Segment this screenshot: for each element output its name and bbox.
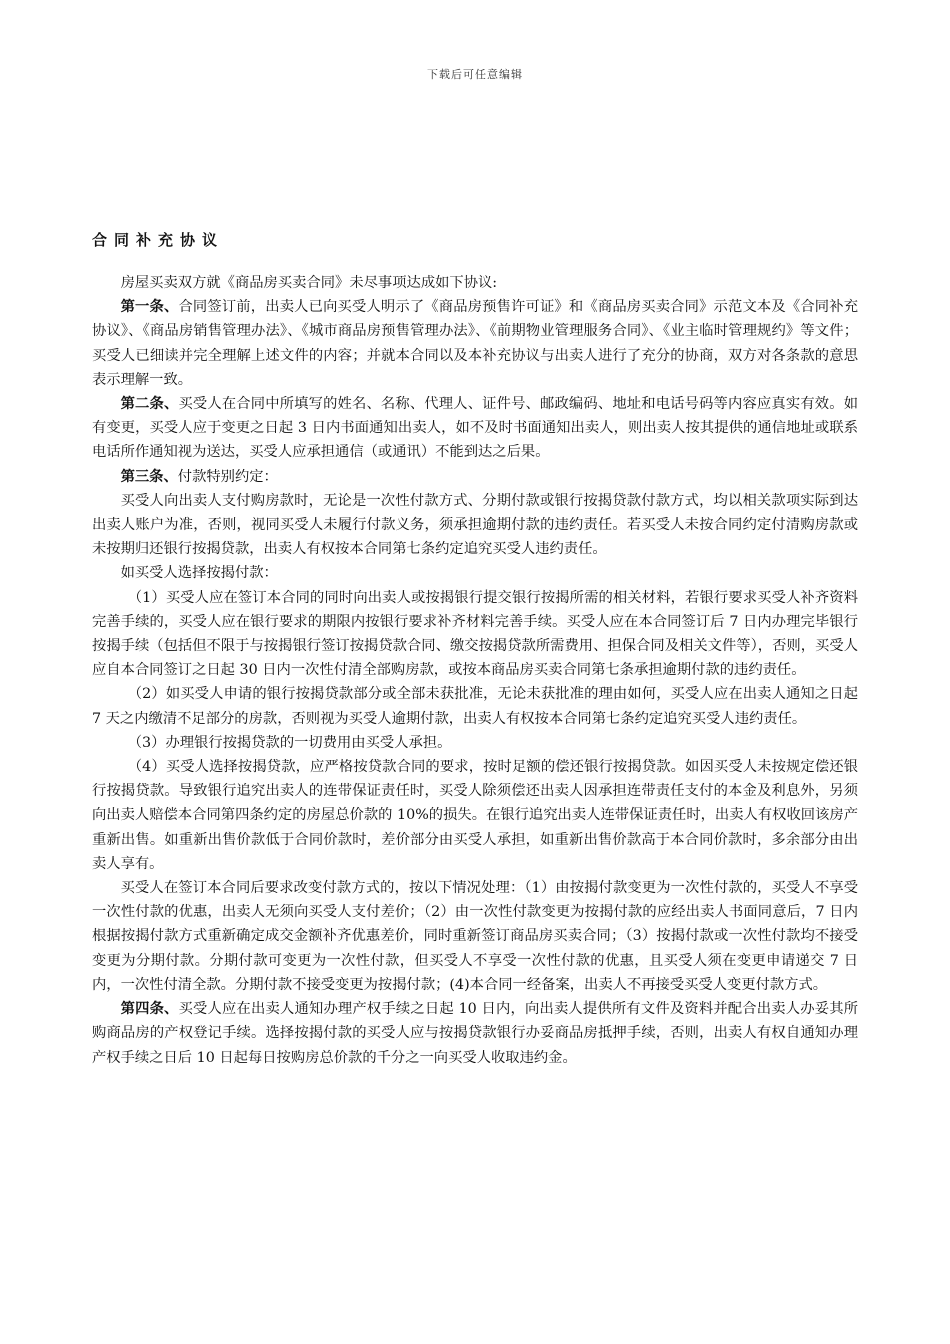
article-3-paragraph-3: 买受人在签订本合同后要求改变付款方式的，按以下情况处理：（1）由按揭付款变更为一次性付款的，买受人不享受一次性付款的优惠，出卖人无须向买受人支付差价；（2）由一次性付款变更为按揭付款的应经出卖人书面同意后，7 日内根据按揭付款方式重新确定成交金额补齐优惠差价，同时重新签订商品房买卖合同；（3）按揭付款或一次性付款均不接受变更为分期付款。分期付款可变更为一次性付款，但买受人不享受一次性付款的优惠，且买受人须在变更申请递交 7 日内，一次性付清全款。分期付款不接受变更为按揭付款；(4)本合同一经备案，出卖人不再接受买受人变更付款方式。 xyxy=(92,880,858,993)
article-3-item-1: （1）买受人应在签订本合同的同时向出卖人或按揭银行提交银行按揭所需的相关材料，若银行要求买受人补齐资料完善手续的，买受人应在银行要求的期限内按银行要求补齐材料完善手续。买受人应在本合同签订后 7 日内办理完毕银行按揭手续（包括但不限于与按揭银行签订按揭贷款合同、缴交按揭贷款所需费用、担保合同及相关文件等），否则，买受人应自本合同签订之日起 30 日内一次性付清全部购房款，或按本商品房买卖合同第七条承担逾期付款的违约责任。 xyxy=(92,589,858,679)
article-3-item-4: （4）买受人选择按揭贷款，应严格按贷款合同的要求，按时足额的偿还银行按揭贷款。如因买受人未按规定偿还银行按揭贷款。导致银行追究出卖人的连带保证责任时，买受人除须偿还出卖人因承担连带责任支付的本金及利息外，另须向出卖人赔偿本合同第四条约定的房屋总价款的 10%的损失。在银行追究出卖人连带保证责任时，出卖人有权收回该房产重新出售。如重新出售价款低于合同价款时，差价部分由买受人承担，如重新出售价款高于本合同价款时，多余部分由出卖人享有。 xyxy=(92,759,858,872)
article-3-paragraph-2: 如买受人选择按揭付款： xyxy=(120,565,278,582)
article-2 xyxy=(92,392,858,465)
article-3-text: 付款特别约定： xyxy=(177,468,278,485)
article-3-item-3: （3）办理银行按揭贷款的一切费用由买受人承担。 xyxy=(127,734,452,751)
article-4 xyxy=(92,997,858,1070)
intro-paragraph: 房屋买卖双方就《商品房买卖合同》未尽事项达成如下协议: xyxy=(120,275,498,291)
article-3-paragraph-1: 买受人向出卖人支付购房款时，无论是一次性付款方式、分期付款或银行按揭贷款付款方式，均以相关款项实际到达出卖人账户为准，否则，视同买受人未履行付款义务，须承担逾期付款的违约责任。若买受人未按合同约定付清购房款或未按期归还银行按揭贷款，出卖人有权按本合同第七条约定追究买受人违约责任。 xyxy=(92,492,858,558)
article-1-text: 合同签订前，出卖人已向买受人明示了《商品房预售许可证》和《商品房买卖合同》示范文本及《合同补充协议》、《商品房销售管理办法》、《城市商品房预售管理办法》、《前期物业管理服务合同》、《业主临时管理规约》等文件；买受人已细读并完全理解上述文件的内容；并就本合同以及本补充协议与出卖人进行了充分的协商，双方对各条款的意思表示理解一致。 xyxy=(92,299,859,388)
article-4-text: 买受人应在出卖人通知办理产权手续之日起 10 日内，向出卖人提供所有文件及资料并配合出卖人办妥其所购商品房的产权登记手续。选择按揭付款的买受人应与按揭贷款银行办妥商品房抵押手续，否则，出卖人有权自通知办理产权手续之日后 10 日起每日按购房总价款的千分之一向买受人收取违约金。 xyxy=(92,1001,859,1066)
article-3-label: 第三条、 xyxy=(120,468,178,485)
article-1-label: 第一条、 xyxy=(120,299,179,316)
article-2-label: 第二条、 xyxy=(120,396,179,413)
document-body xyxy=(92,271,858,1070)
article-3 xyxy=(92,465,858,489)
article-2-text: 买受人在合同中所填写的姓名、名称、代理人、证件号、邮政编码、地址和电话号码等内容应真实有效。如有变更，买受人应于变更之日起 3 日内书面通知出卖人，如不及时书面通知出卖人，则出卖人按其提供的通信地址或联系电话所作通知视为送达，买受人应承担通信（或通讯）不能到达之后果。 xyxy=(92,396,859,461)
document-title: 合同补充协议 xyxy=(92,231,225,249)
article-4-label: 第四条、 xyxy=(120,1001,179,1018)
page-header: 下载后可任意编辑 xyxy=(427,68,523,81)
article-1 xyxy=(92,295,858,392)
article-3-item-2: （2）如买受人申请的银行按揭贷款部分或全部未获批准，无论未获批准的理由如何，买受人应在出卖人通知之日起 7 天之内缴清不足部分的房款，否则视为买受人逾期付款，出卖人有权按本合同第七条约定追究买受人违约责任。 xyxy=(92,686,858,727)
